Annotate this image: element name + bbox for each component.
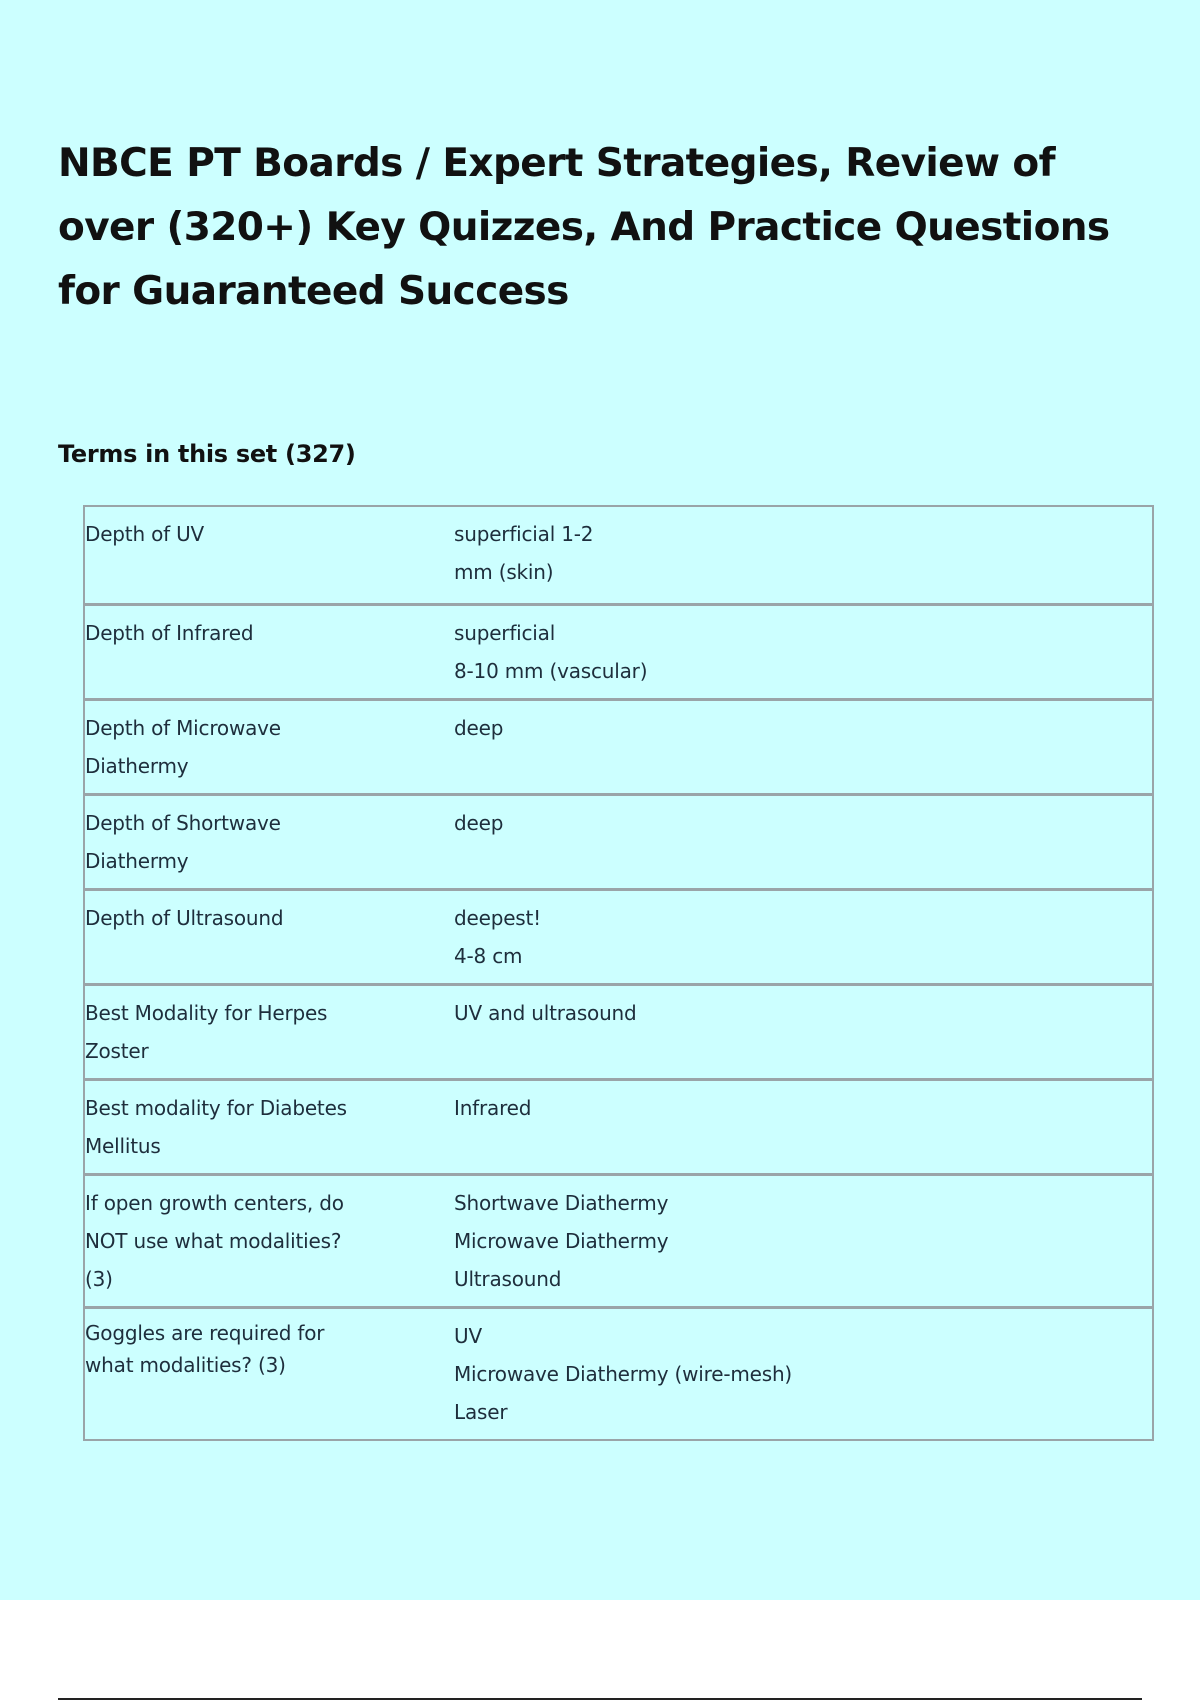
definition-cell: UV Microwave Diathermy (wire-mesh) Laser (454, 1308, 1153, 1441)
table-row (84, 795, 1153, 890)
table-row (84, 890, 1153, 985)
definition-cell: superficial 1-2 mm (skin) (454, 522, 594, 584)
table-row (84, 605, 1153, 700)
term-cell: Best Modality for Herpes Zoster (84, 985, 454, 1080)
table-row (84, 506, 1153, 605)
term-cell: If open growth centers, do NOT use what modalities? (3) (84, 1175, 454, 1308)
definition-cell: superficial 8-10 mm (vascular) (454, 605, 1153, 700)
definition-cell: Shortwave Diathermy Microwave Diathermy Ultrasound (454, 1175, 1153, 1308)
table-row (84, 985, 1153, 1080)
definition-cell: deepest! 4-8 cm (454, 890, 1153, 985)
definition-cell: deep (454, 795, 1153, 890)
term-cell: Depth of UV (85, 522, 205, 546)
page-title: NBCE PT Boards / Expert Strategies, Review of over (320+) Key Quizzes, And Practice Questions for Guaranteed Success (58, 141, 1110, 314)
definition-cell: UV and ultrasound (454, 985, 1153, 1080)
term-cell: Goggles are required for what modalities? (3) (84, 1308, 454, 1441)
table-row (84, 700, 1153, 795)
term-cell: Depth of Ultrasound (84, 890, 454, 985)
table-row (84, 1308, 1153, 1441)
term-cell: Best modality for Diabetes Mellitus (84, 1080, 454, 1175)
table-row (84, 1080, 1153, 1175)
term-cell: Depth of Shortwave Diathermy (84, 795, 454, 890)
terms-table (83, 505, 1154, 1441)
definition-cell: Infrared (454, 1080, 1153, 1175)
term-cell: Depth of Microwave Diathermy (84, 700, 454, 795)
term-cell: Depth of Infrared (84, 605, 454, 700)
table-row (84, 1175, 1153, 1308)
terms-set-heading: Terms in this set (327) (58, 440, 356, 468)
definition-cell: deep (454, 700, 1153, 795)
